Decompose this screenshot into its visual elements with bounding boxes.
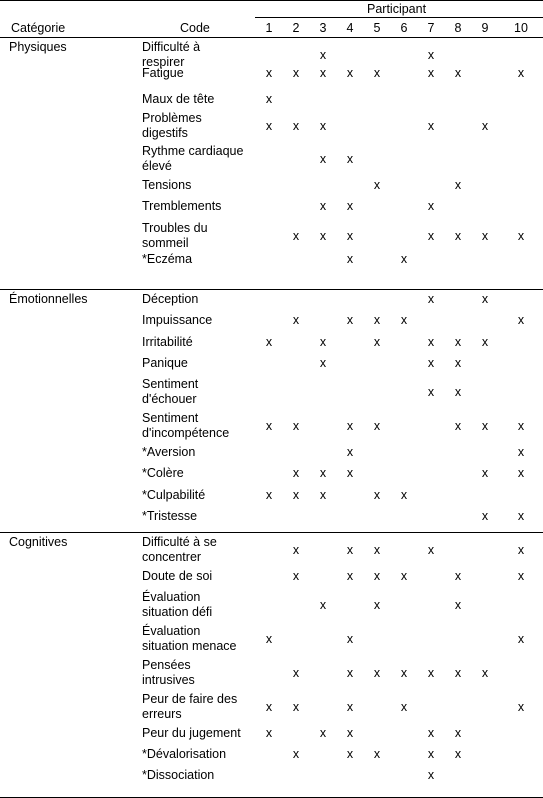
participant-mark: x — [427, 356, 435, 370]
section-rule — [0, 532, 543, 533]
participant-mark: x — [319, 66, 327, 80]
participant-mark: x — [427, 726, 435, 740]
participant-mark: x — [265, 66, 273, 80]
participant-mark: x — [265, 632, 273, 646]
participant-number-6: 6 — [400, 21, 408, 35]
participant-mark: x — [427, 666, 435, 680]
code-label: Troubles du — [142, 221, 208, 235]
participant-mark: x — [427, 48, 435, 62]
participant-mark: x — [373, 747, 381, 761]
participant-mark: x — [319, 466, 327, 480]
participant-mark: x — [400, 569, 408, 583]
code-label: Sentiment — [142, 411, 199, 425]
participant-mark: x — [265, 119, 273, 133]
participant-mark: x — [454, 356, 462, 370]
participant-mark: x — [292, 229, 300, 243]
participant-mark: x — [427, 747, 435, 761]
participant-mark: x — [427, 335, 435, 349]
participant-mark: x — [319, 726, 327, 740]
participant-number-8: 8 — [454, 21, 462, 35]
code-label: intrusives — [142, 673, 195, 687]
participant-mark: x — [346, 700, 354, 714]
participant-mark: x — [346, 152, 354, 166]
participant-mark: x — [481, 119, 489, 133]
code-label: concentrer — [142, 550, 202, 564]
participant-mark: x — [454, 385, 462, 399]
participant-mark: x — [454, 726, 462, 740]
code-label: Déception — [142, 292, 199, 306]
participant-mark: x — [292, 700, 300, 714]
participant-number-1: 1 — [265, 21, 273, 35]
participant-mark: x — [454, 335, 462, 349]
code-label: Pensées — [142, 658, 191, 672]
participant-mark: x — [265, 488, 273, 502]
code-label: Tremblements — [142, 199, 222, 213]
participant-mark: x — [427, 385, 435, 399]
participant-mark: x — [346, 543, 354, 557]
code-label: digestifs — [142, 126, 188, 140]
participant-mark: x — [319, 48, 327, 62]
participant-number-10: 10 — [514, 21, 528, 35]
participant-mark: x — [481, 229, 489, 243]
participant-mark: x — [292, 419, 300, 433]
participant-mark: x — [454, 598, 462, 612]
participant-mark: x — [481, 335, 489, 349]
participant-mark: x — [265, 419, 273, 433]
participant-mark: x — [292, 569, 300, 583]
code-label: *Culpabilité — [142, 488, 206, 502]
participant-mark: x — [265, 335, 273, 349]
participant-mark: x — [427, 229, 435, 243]
participant-mark: x — [319, 598, 327, 612]
participant-mark: x — [400, 700, 408, 714]
participant-mark: x — [346, 229, 354, 243]
code-label: Rythme cardiaque — [142, 144, 244, 158]
code-label: erreurs — [142, 707, 182, 721]
header-rule — [0, 37, 543, 38]
participant-number-2: 2 — [292, 21, 300, 35]
participant-mark: x — [481, 466, 489, 480]
participant-mark: x — [454, 419, 462, 433]
participant-number-5: 5 — [373, 21, 381, 35]
code-label: Difficulté à — [142, 40, 201, 54]
participant-mark: x — [481, 419, 489, 433]
participant-mark: x — [346, 445, 354, 459]
participant-mark: x — [373, 66, 381, 80]
code-label: *Tristesse — [142, 509, 198, 523]
participant-number-3: 3 — [319, 21, 327, 35]
code-label: Peur du jugement — [142, 726, 241, 740]
participant-mark: x — [517, 66, 525, 80]
participant-mark: x — [454, 666, 462, 680]
participant-mark: x — [427, 543, 435, 557]
code-label: élevé — [142, 159, 172, 173]
participant-mark: x — [265, 726, 273, 740]
code-label: *Dévalorisation — [142, 747, 227, 761]
participant-mark: x — [292, 466, 300, 480]
participant-mark: x — [346, 466, 354, 480]
participant-mark: x — [454, 229, 462, 243]
participant-mark: x — [400, 666, 408, 680]
participant-mark: x — [346, 569, 354, 583]
participant-mark: x — [454, 178, 462, 192]
participant-mark: x — [292, 666, 300, 680]
participant-mark: x — [427, 199, 435, 213]
participant-mark: x — [517, 509, 525, 523]
participant-mark: x — [517, 543, 525, 557]
participant-mark: x — [292, 313, 300, 327]
participant-mark: x — [319, 488, 327, 502]
participant-mark: x — [400, 252, 408, 266]
code-label: Fatigue — [142, 66, 184, 80]
code-label: situation défi — [142, 605, 213, 619]
code-label: Évaluation — [142, 624, 201, 638]
participant-mark: x — [373, 598, 381, 612]
participant-mark: x — [517, 313, 525, 327]
participant-mark: x — [373, 313, 381, 327]
participant-mark: x — [319, 229, 327, 243]
participant-mark: x — [454, 66, 462, 80]
participant-header: Participant — [367, 2, 427, 16]
participant-mark: x — [517, 700, 525, 714]
participant-mark: x — [292, 543, 300, 557]
participant-mark: x — [373, 488, 381, 502]
participant-mark: x — [346, 747, 354, 761]
participant-mark: x — [454, 747, 462, 761]
participant-mark: x — [517, 466, 525, 480]
participant-mark: x — [373, 569, 381, 583]
code-label: Difficulté à se — [142, 535, 217, 549]
code-label: d'incompétence — [142, 426, 230, 440]
code-label: Irritabilité — [142, 335, 193, 349]
category-label: Émotionnelles — [9, 292, 88, 306]
participant-mark: x — [319, 356, 327, 370]
section-rule — [0, 289, 543, 290]
participant-mark: x — [517, 419, 525, 433]
code-label: respirer — [142, 55, 185, 69]
participant-mark: x — [346, 66, 354, 80]
participant-number-7: 7 — [427, 21, 435, 35]
participant-mark: x — [481, 509, 489, 523]
code-label: d'échouer — [142, 392, 197, 406]
participant-mark: x — [517, 632, 525, 646]
participant-mark: x — [265, 700, 273, 714]
participant-underline — [255, 17, 543, 18]
participant-mark: x — [346, 252, 354, 266]
code-label: Tensions — [142, 178, 192, 192]
participant-mark: x — [265, 92, 273, 106]
participant-mark: x — [373, 419, 381, 433]
code-label: Peur de faire des — [142, 692, 238, 706]
participant-mark: x — [400, 313, 408, 327]
categorie-header: Catégorie — [11, 21, 66, 35]
participant-mark: x — [517, 229, 525, 243]
participant-mark: x — [292, 747, 300, 761]
code-label: situation menace — [142, 639, 237, 653]
participant-mark: x — [292, 66, 300, 80]
code-label: Panique — [142, 356, 188, 370]
participant-mark: x — [346, 199, 354, 213]
code-label: Évaluation — [142, 590, 201, 604]
participant-mark: x — [427, 292, 435, 306]
participant-mark: x — [427, 119, 435, 133]
category-label: Physiques — [9, 40, 67, 54]
participant-number-4: 4 — [346, 21, 354, 35]
participant-mark: x — [427, 768, 435, 782]
participant-mark: x — [346, 313, 354, 327]
participant-mark: x — [373, 178, 381, 192]
category-label: Cognitives — [9, 535, 68, 549]
code-header: Code — [180, 21, 210, 35]
code-label: Maux de tête — [142, 92, 215, 106]
participant-mark: x — [346, 666, 354, 680]
participant-number-9: 9 — [481, 21, 489, 35]
code-label: Sentiment — [142, 377, 199, 391]
participant-mark: x — [517, 569, 525, 583]
code-label: *Aversion — [142, 445, 196, 459]
participant-mark: x — [346, 726, 354, 740]
participant-mark: x — [346, 632, 354, 646]
code-label: *Eczéma — [142, 252, 193, 266]
participant-mark: x — [454, 569, 462, 583]
participant-mark: x — [319, 119, 327, 133]
participant-mark: x — [427, 66, 435, 80]
code-label: Doute de soi — [142, 569, 213, 583]
participant-mark: x — [481, 666, 489, 680]
participant-mark: x — [292, 119, 300, 133]
code-label: *Colère — [142, 466, 184, 480]
participant-mark: x — [481, 292, 489, 306]
code-label: Impuissance — [142, 313, 213, 327]
participant-mark: x — [400, 488, 408, 502]
participant-mark: x — [319, 335, 327, 349]
code-label: sommeil — [142, 236, 189, 250]
code-label: *Dissociation — [142, 768, 215, 782]
participant-mark: x — [373, 543, 381, 557]
participant-mark: x — [292, 488, 300, 502]
top-rule — [0, 0, 543, 1]
participant-mark: x — [373, 666, 381, 680]
participant-mark: x — [346, 419, 354, 433]
participant-mark: x — [319, 199, 327, 213]
participant-mark: x — [517, 445, 525, 459]
participant-mark: x — [319, 152, 327, 166]
participant-mark: x — [373, 335, 381, 349]
code-label: Problèmes — [142, 111, 202, 125]
